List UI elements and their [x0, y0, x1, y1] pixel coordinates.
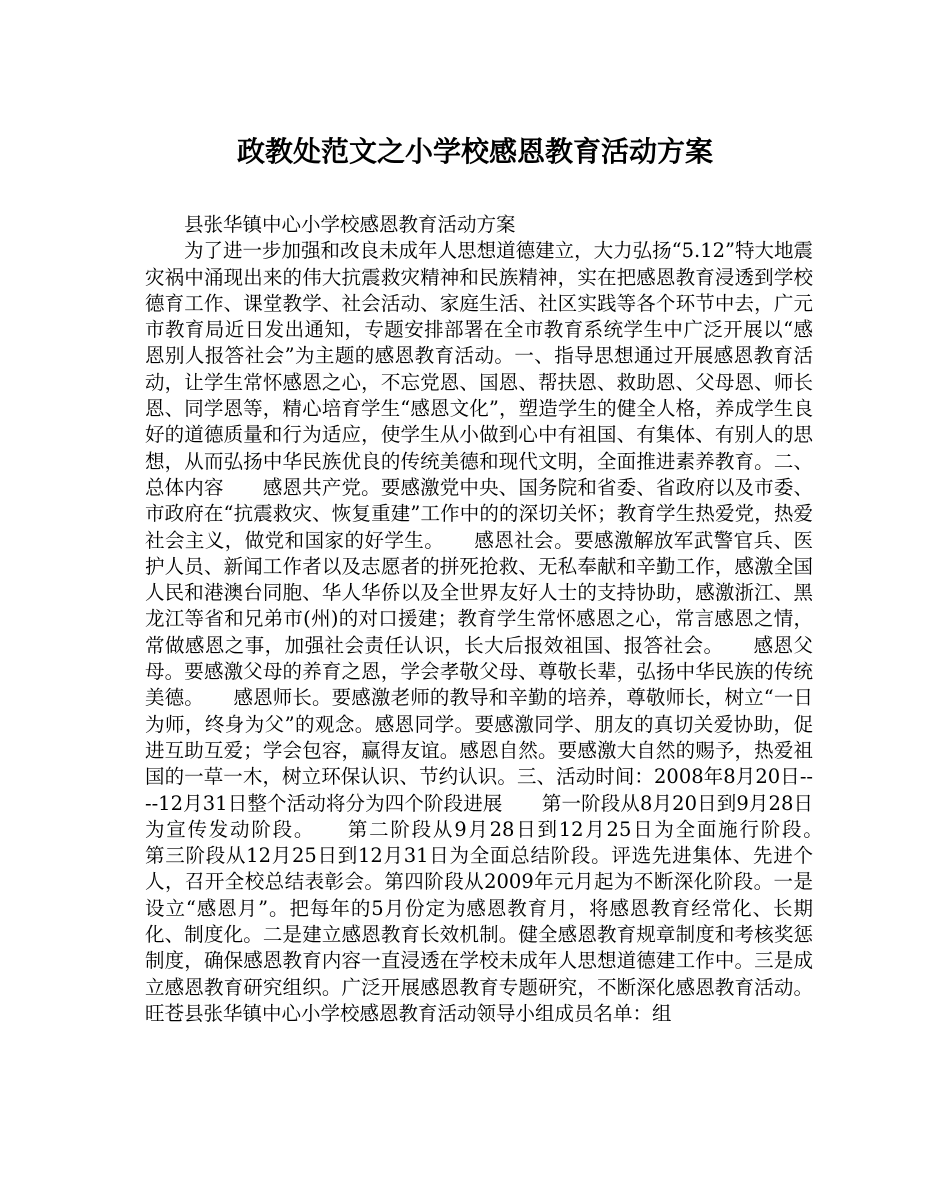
document-subtitle-paragraph: 县张华镇中心小学校感恩教育活动方案	[184, 213, 516, 236]
document-body	[145, 212, 853, 1027]
document-body-paragraph: 为了进一步加强和改良未成年人思想道德建立，大力弘扬“5.12”特大地震灾祸中涌现出来的伟大抗震救灾精神和民族精神，实在把感恩教育浸透到学校德育工作、课堂教学、社会活动、家庭生活、社区实践等各个环节中去，广元市教育局近日发出通知，专题安排部署在全市教育系统学生中广泛开展以“感恩别人报答社会”为主题的感恩教育活动。一、指导思想通过开展感恩教育活动，让学生常怀感恩之心，不忘党恩、国恩、帮扶恩、救助恩、父母恩、师长恩、同学恩等，精心培育学生“感恩文化”，塑造学生的健全人格，养成学生良好的道德质量和行为适应，使学生从小做到心中有祖国、有集体、有别人的思想，从而弘扬中华民族优良的传统美德和现代文明，全面推进素养教育。二、总体内容 感恩共产党。要感激党中央、国务院和省委、省政府以及市委、市政府在“抗震救灾、恢复重建”工作中的的深切关怀；教育学生热爱党，热爱社会主义，做党和国家的好学生。 感恩社会。要感激解放军武警官兵、医护人员、新闻工作者以及志愿者的拼死抢救、无私奉献和辛勤工作，感激全国人民和港澳台同胞、华人华侨以及全世界友好人士的支持协助，感激浙江、黑龙江等省和兄弟市(州)的对口援建；教育学生常怀感恩之心，常言感恩之情，常做感恩之事，加强社会责任认识，长大后报效祖国、报答社会。 感恩父母。要感激父母的养育之恩，学会孝敬父母、尊敬长辈，弘扬中华民族的传统美德。 感恩师长。要感激老师的教导和辛勤的培养，尊敬师长，树立“一日为师，终身为父”的观念。感恩同学。要感激同学、朋友的真切关爱协助，促进互助互爱；学会包容，赢得友谊。感恩自然。要感激大自然的赐予，热爱祖国的一草一木，树立环保认识、节约认识。三、活动时间：2008年8月20日----12月31日整个活动将分为四个阶段进展 第一阶段从8月20日到9月28日为宣传发动阶段。 第二阶段从9月28日到12月25日为全面施行阶段。 第三阶段从12月25日到12月31日为全面总结阶段。评选先进集体、先进个人，召开全校总结表彰会。第四阶段从2009年元月起为不断深化阶段。一是设立“感恩月”。把每年的5月份定为感恩教育月，将感恩教育经常化、长期化、制度化。二是建立感恩教育长效机制。健全感恩教育规章制度和考核奖惩制度，确保感恩教育内容一直浸透在学校未成年人思想道德建工作中。三是成立感恩教育研究组织。广泛开展感恩教育专题研究，不断深化感恩教育活动。旺苍县张华镇中心小学校感恩教育活动领导小组成员名单：组	[145, 239, 853, 1025]
document-title: 政教处范文之小学校感恩教育活动方案	[236, 135, 713, 168]
